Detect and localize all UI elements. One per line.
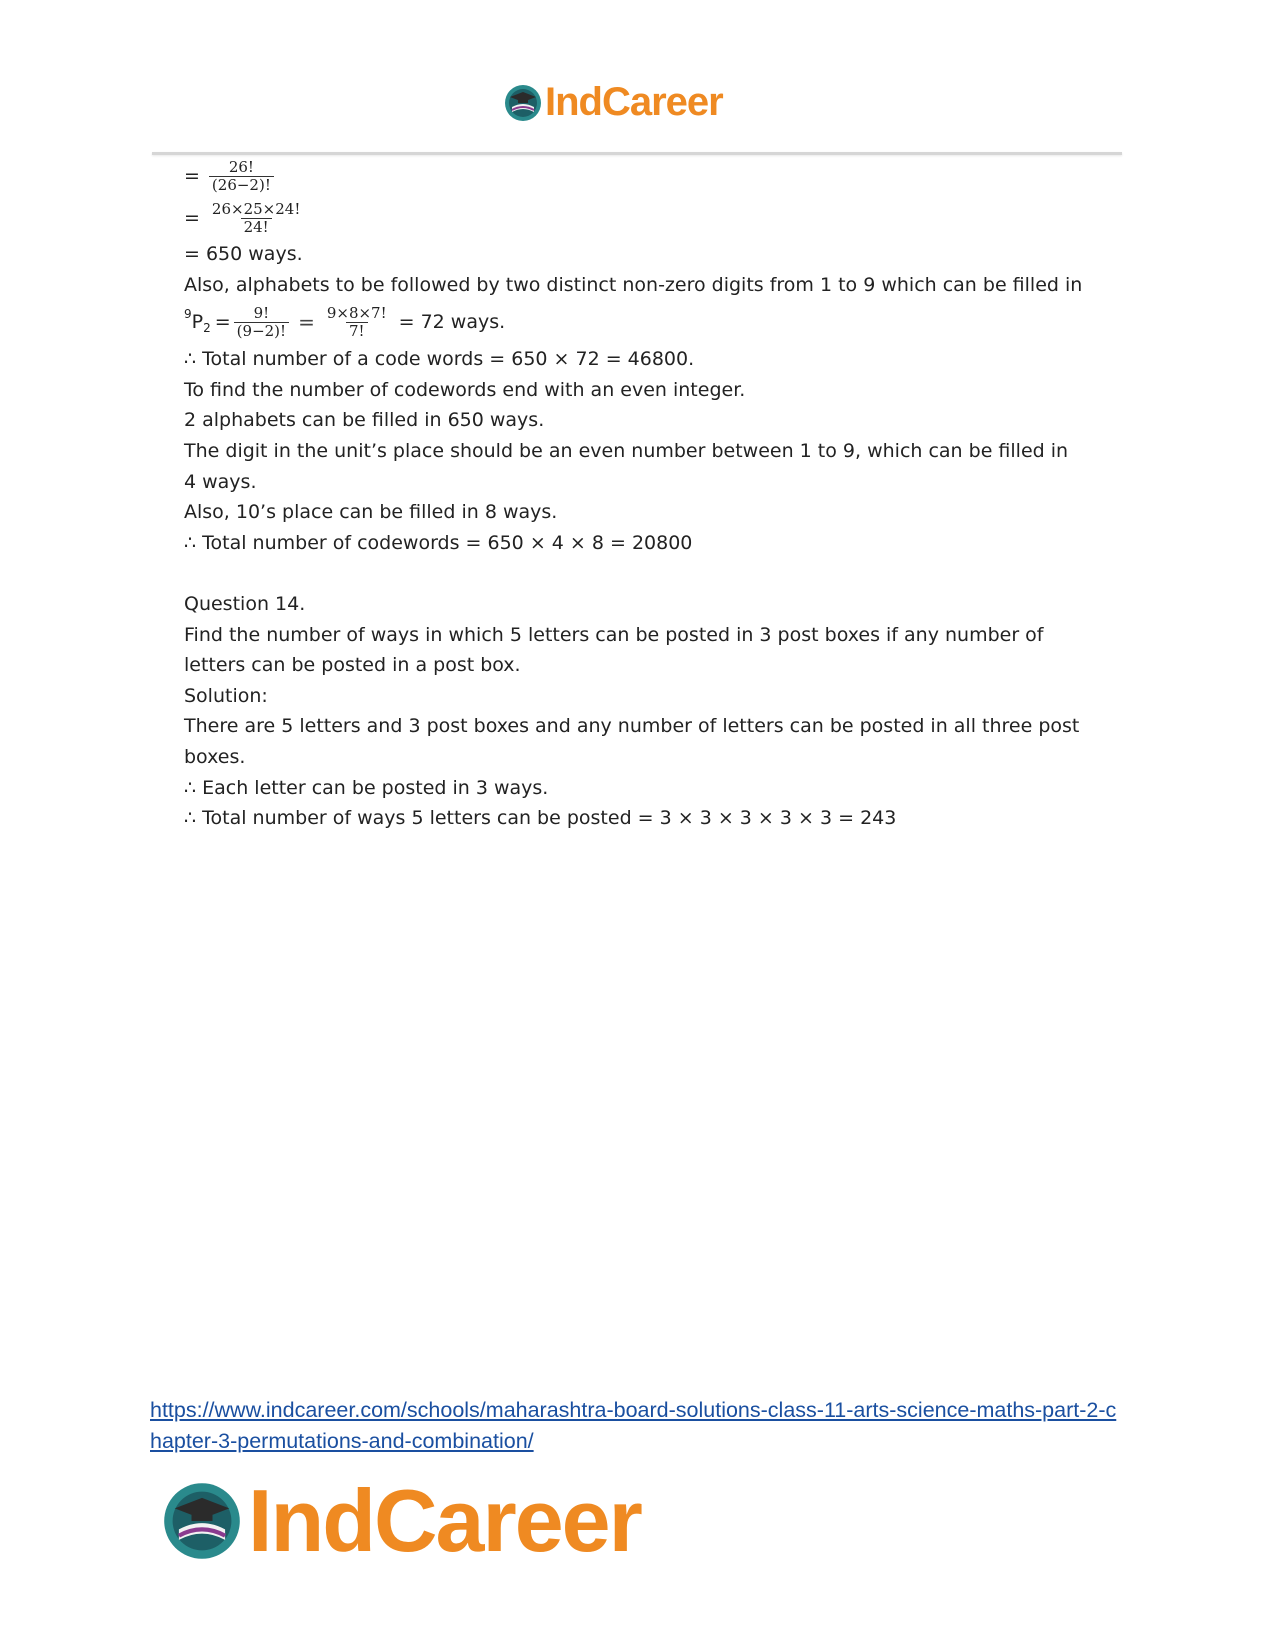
fraction	[234, 305, 289, 340]
text-line: The digit in the unit’s place should be an even number between 1 to 9, which can be filled in 4 ways.	[184, 439, 1069, 493]
numerator: 9!	[253, 303, 270, 322]
text-line: Also, alphabets to be followed by two distinct non-zero digits from 1 to 9 which can be filled in	[184, 273, 1083, 296]
denominator: (26−2)!	[209, 176, 274, 194]
text-line: To find the number of codewords end with an even integer.	[184, 378, 746, 401]
question-text: Find the number of ways in which 5 letters can be posted in 3 post boxes if any number of letters can be posted in a post box.	[184, 623, 1044, 677]
brand-name: IndCareer	[545, 80, 723, 124]
equals-sign: =	[214, 311, 231, 334]
numerator: 9×8×7!	[326, 303, 387, 322]
text-line: ∴ Total number of ways 5 letters can be posted = 3 × 3 × 3 × 3 × 3 = 243	[184, 807, 897, 830]
denominator: 7!	[346, 322, 368, 340]
text-line: There are 5 letters and 3 post boxes and any number of letters can be posted in all three post boxes.	[184, 715, 1080, 768]
spacer	[184, 558, 1084, 589]
equals-sign: =	[184, 207, 200, 229]
text-line: ∴ Each letter can be posted in 3 ways.	[184, 776, 549, 799]
equation-2	[184, 197, 1084, 239]
text-line: = 650 ways.	[184, 243, 303, 265]
header-logo	[503, 80, 723, 125]
perm-subscript: 2	[203, 321, 211, 336]
question-heading: Question 14.	[184, 592, 306, 615]
permutation-equation	[184, 300, 1084, 344]
fraction	[209, 159, 274, 194]
equals-sign: =	[184, 165, 200, 187]
numerator: 26×25×24!	[211, 199, 301, 218]
brand-name: IndCareer	[248, 1471, 641, 1570]
denominator: 24!	[241, 218, 272, 236]
graduation-cap-book-icon	[160, 1479, 244, 1563]
fraction	[209, 201, 303, 236]
perm-superscript: 9	[184, 307, 192, 322]
equals-sign: =	[298, 310, 315, 335]
perm-result: = 72 ways.	[398, 311, 506, 334]
text-line: ∴ Total number of codewords = 650 × 4 × 8 = 20800	[184, 531, 693, 554]
solution-label: Solution:	[184, 684, 268, 707]
equation-1	[184, 155, 1084, 197]
text-line: 2 alphabets can be filled in 650 ways.	[184, 409, 545, 432]
denominator: (9−2)!	[234, 322, 289, 340]
graduation-cap-book-icon	[503, 83, 543, 123]
text-line: Also, 10’s place can be filled in 8 ways.	[184, 501, 558, 524]
text-line: ∴ Total number of a code words = 650 × 72 = 46800.	[184, 348, 695, 371]
perm-base: P	[191, 311, 204, 334]
numerator: 26!	[228, 157, 254, 176]
footer-logo	[160, 1470, 641, 1572]
source-url-link[interactable]: https://www.indcareer.com/schools/maharashtra-board-solutions-class-11-arts-science-maths-part-2-chapter-3-permutations-and-combination/	[150, 1398, 1117, 1453]
document-body	[184, 155, 1084, 834]
fraction	[324, 305, 390, 340]
